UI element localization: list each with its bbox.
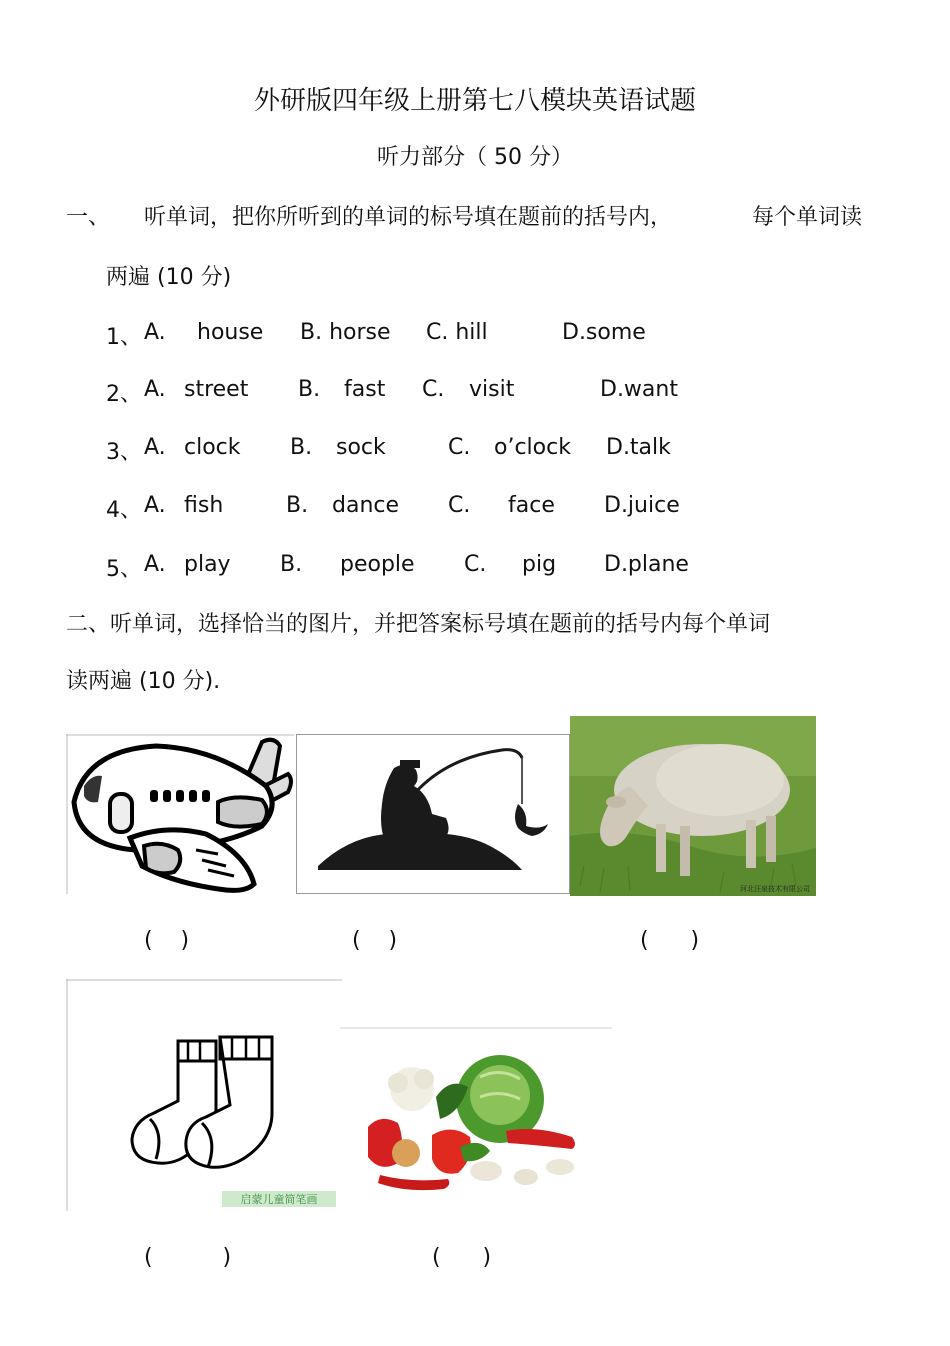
option-b-label: B. bbox=[298, 377, 321, 402]
section1-number: 一、 bbox=[66, 205, 111, 230]
fishing-man-icon bbox=[296, 734, 570, 894]
section1-instruction-cont: 每个单词读 bbox=[752, 205, 863, 230]
question-number: 1、 bbox=[106, 325, 142, 350]
option-a-label: A. bbox=[144, 320, 166, 345]
sheep-watermark: 河北汪泉技术有限公司 bbox=[740, 885, 810, 893]
option-b-label: B. bbox=[290, 435, 313, 460]
option-a-word: play bbox=[184, 552, 231, 577]
answer-bracket-vegetables[interactable]: ( ) bbox=[432, 1245, 492, 1270]
option-b-word: sock bbox=[336, 435, 386, 460]
option-c-word: pig bbox=[522, 552, 557, 577]
option-d: D.plane bbox=[604, 552, 689, 577]
option-c-label: C. bbox=[422, 377, 445, 402]
sheep-icon bbox=[570, 716, 816, 896]
vegetables-picture bbox=[340, 1027, 612, 1211]
option-b-word: dance bbox=[332, 493, 400, 518]
option-c-label: C. bbox=[448, 435, 471, 460]
option-c: C. hill bbox=[426, 320, 488, 345]
option-b-label: B. bbox=[286, 493, 309, 518]
answer-bracket-fishing[interactable]: ( ) bbox=[352, 928, 398, 953]
option-d: D.some bbox=[562, 320, 646, 345]
question-number: 5、 bbox=[106, 557, 142, 582]
option-b-word: people bbox=[340, 552, 415, 577]
option-b-word: fast bbox=[344, 377, 386, 402]
airplane-icon bbox=[66, 734, 294, 894]
option-c-label: C. bbox=[448, 493, 471, 518]
fishing-man-picture bbox=[296, 734, 570, 894]
option-d: D.talk bbox=[606, 435, 671, 460]
socks-picture bbox=[66, 979, 342, 1211]
section2-instruction-score: 读两遍 (10 分). bbox=[66, 669, 221, 694]
listening-subtitle: 听力部分（ 50 分） bbox=[377, 145, 573, 170]
question-number: 2、 bbox=[106, 382, 142, 407]
sheep-picture bbox=[570, 716, 816, 896]
option-d: D.juice bbox=[604, 493, 680, 518]
answer-bracket-sheep[interactable]: ( ) bbox=[640, 928, 700, 953]
section2-instruction: 二、听单词，选择恰当的图片，并把答案标号填在题前的括号内每个单词 bbox=[66, 612, 771, 637]
option-c-word: visit bbox=[469, 377, 515, 402]
airplane-picture bbox=[66, 734, 294, 894]
option-a-word: clock bbox=[184, 435, 241, 460]
option-d: D.want bbox=[600, 377, 678, 402]
page-title: 外研版四年级上册第七八模块英语试题 bbox=[253, 86, 696, 116]
option-a-label: A. bbox=[144, 493, 166, 518]
section1-instruction-score: 两遍 (10 分) bbox=[106, 265, 232, 290]
section1-instruction: 听单词，把你所听到的单词的标号填在题前的括号内， bbox=[144, 205, 673, 230]
option-a-word: house bbox=[197, 320, 264, 345]
option-c-word: face bbox=[508, 493, 555, 518]
answer-bracket-airplane[interactable]: ( ) bbox=[144, 928, 190, 953]
vegetables-icon bbox=[340, 1027, 612, 1211]
option-a-label: A. bbox=[144, 552, 166, 577]
option-b-label: B. bbox=[280, 552, 303, 577]
socks-watermark: 启蒙儿童简笔画 bbox=[240, 1193, 318, 1206]
option-a-word: fish bbox=[184, 493, 224, 518]
option-c-label: C. bbox=[464, 552, 487, 577]
option-a-label: A. bbox=[144, 435, 166, 460]
option-a-word: street bbox=[184, 377, 249, 402]
option-a-label: A. bbox=[144, 377, 166, 402]
question-number: 3、 bbox=[106, 440, 142, 465]
question-number: 4、 bbox=[106, 498, 142, 523]
option-c-word: o’clock bbox=[494, 435, 571, 460]
option-b: B. horse bbox=[300, 320, 391, 345]
answer-bracket-socks[interactable]: ( ) bbox=[144, 1245, 232, 1270]
socks-icon bbox=[66, 979, 342, 1211]
